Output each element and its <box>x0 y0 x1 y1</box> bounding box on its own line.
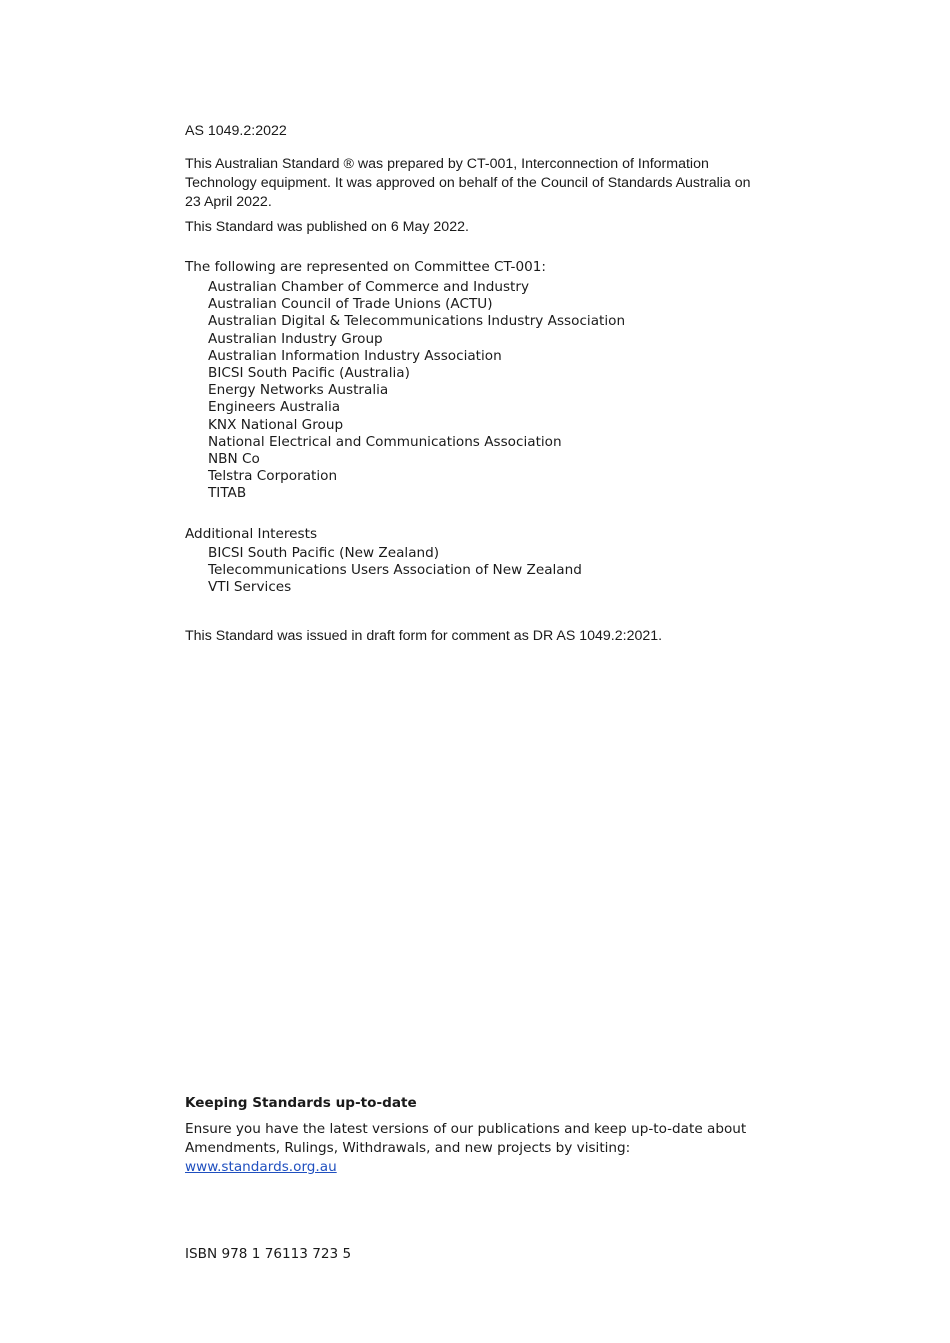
committee-member: NBN Co <box>208 451 260 468</box>
committee-member: Engineers Australia <box>208 399 341 416</box>
committee-member: KNX National Group <box>208 416 344 433</box>
preparation-statement <box>185 155 765 212</box>
keeping-up-to-date-heading: Keeping Standards up-to-date <box>185 1095 417 1111</box>
committee-member: Energy Networks Australia <box>208 382 389 399</box>
committee-member: Australian Information Industry Association <box>208 347 502 364</box>
committee-member: Australian Council of Trade Unions (ACTU) <box>208 296 493 313</box>
standards-website-link[interactable]: www.standards.org.au <box>185 1159 337 1175</box>
preparation-line: Technology equipment. It was approved on behalf of the Council of Standards Australia on <box>185 175 751 191</box>
preparation-line: 23 April 2022. <box>185 194 272 210</box>
committee-member: Australian Digital & Telecommunications Industry Association <box>208 313 626 330</box>
keeping-text-line: Amendments, Rulings, Withdrawals, and new projects by visiting: <box>185 1140 631 1156</box>
preparation-line: This Australian Standard ® was prepared by CT-001, Interconnection of Information <box>185 156 709 172</box>
additional-interest: BICSI South Pacific (New Zealand) <box>208 545 440 561</box>
committee-heading: The following are represented on Committee CT-001: <box>185 259 546 275</box>
committee-member: TITAB <box>208 485 247 502</box>
additional-interest: VTI Services <box>208 579 292 596</box>
additional-interests-list <box>208 545 582 597</box>
additional-interest: Telecommunications Users Association of New Zealand <box>208 562 582 579</box>
committee-member-list <box>208 279 625 503</box>
committee-member: BICSI South Pacific (Australia) <box>208 365 410 382</box>
additional-interests-heading: Additional Interests <box>185 526 318 542</box>
committee-member: Australian Chamber of Commerce and Industry <box>208 279 529 295</box>
draft-statement: This Standard was issued in draft form for comment as DR AS 1049.2:2021. <box>185 628 663 644</box>
keeping-text-line: Ensure you have the latest versions of our publications and keep up-to-date about <box>185 1121 747 1137</box>
keeping-up-to-date-text <box>185 1120 746 1177</box>
committee-member: Telstra Corporation <box>208 468 338 485</box>
standard-designation: AS 1049.2:2022 <box>185 123 287 139</box>
isbn-number: ISBN 978 1 76113 723 5 <box>185 1246 352 1262</box>
committee-member: Australian Industry Group <box>208 330 383 347</box>
committee-member: National Electrical and Communications Association <box>208 433 562 450</box>
publication-statement: This Standard was published on 6 May 2022. <box>185 219 469 235</box>
